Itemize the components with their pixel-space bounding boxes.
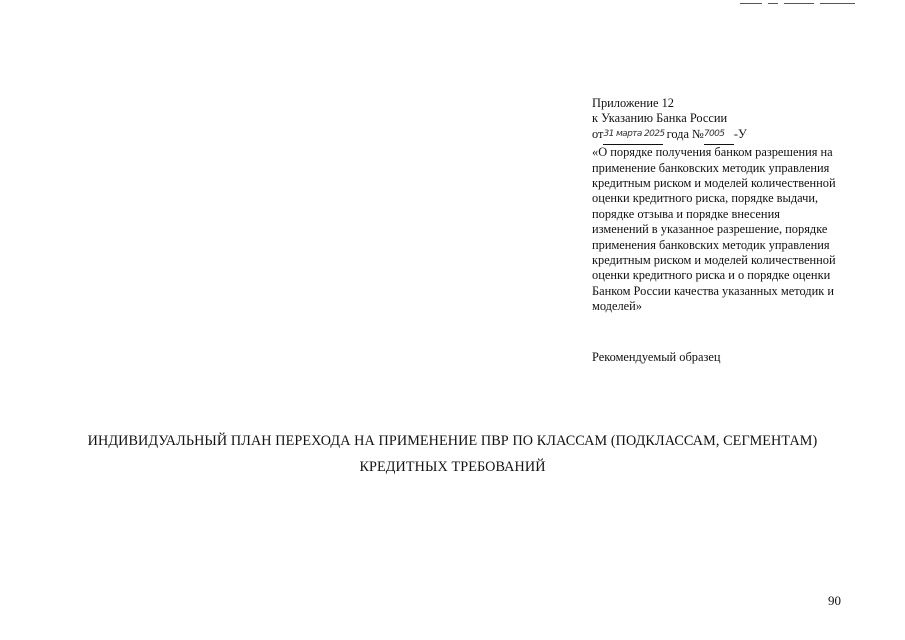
directive-title-line: порядке отзыва и порядке внесения	[592, 206, 780, 221]
annex-header	[592, 96, 862, 315]
directive-title-line: применение банковских методик управления	[592, 160, 830, 175]
handwritten-date: 31 марта 2025	[603, 127, 663, 145]
directive-title-line: кредитным риском и моделей количественной	[592, 253, 836, 268]
appendix-label: Приложение 12	[592, 96, 674, 110]
handwritten-number: 7005	[704, 127, 734, 145]
directive-title-line: кредитным риском и моделей количественной	[592, 176, 836, 191]
directive-title-line: изменений в указанное разрешение, порядке	[592, 222, 828, 237]
directive-title-line: «О порядке получения банком разрешения на	[592, 145, 833, 160]
number-suffix: -У	[733, 126, 747, 141]
title-line-1: ИНДИВИДУАЛЬНЫЙ ПЛАН ПЕРЕХОДА НА ПРИМЕНЕНИЕ ПВР ПО КЛАССАМ (ПОДКЛАССАМ, СЕГМЕНТАМ)	[87, 433, 818, 449]
date-prefix: от	[592, 126, 604, 141]
directive-title-line: Банком России качества указанных методик и	[592, 283, 834, 298]
page-number: 90	[828, 593, 841, 608]
directive-title	[592, 145, 862, 314]
scan-edge-marks	[740, 0, 855, 6]
year-number-label: года №	[666, 126, 704, 141]
directive-title-line: применения банковских методик управления	[592, 237, 830, 252]
directive-date-line	[592, 127, 862, 145]
directive-title-line: оценки кредитного риска и о порядке оценки	[592, 268, 831, 283]
document-title	[0, 428, 905, 480]
directive-title-line: моделей»	[592, 299, 642, 314]
directive-title-line: оценки кредитного риска, порядке выдачи,	[592, 191, 819, 206]
directive-reference: к Указанию Банка России	[592, 111, 728, 126]
title-line-2: КРЕДИТНЫХ ТРЕБОВАНИЙ	[359, 459, 546, 475]
recommended-sample-label: Рекомендуемый образец	[592, 350, 721, 364]
